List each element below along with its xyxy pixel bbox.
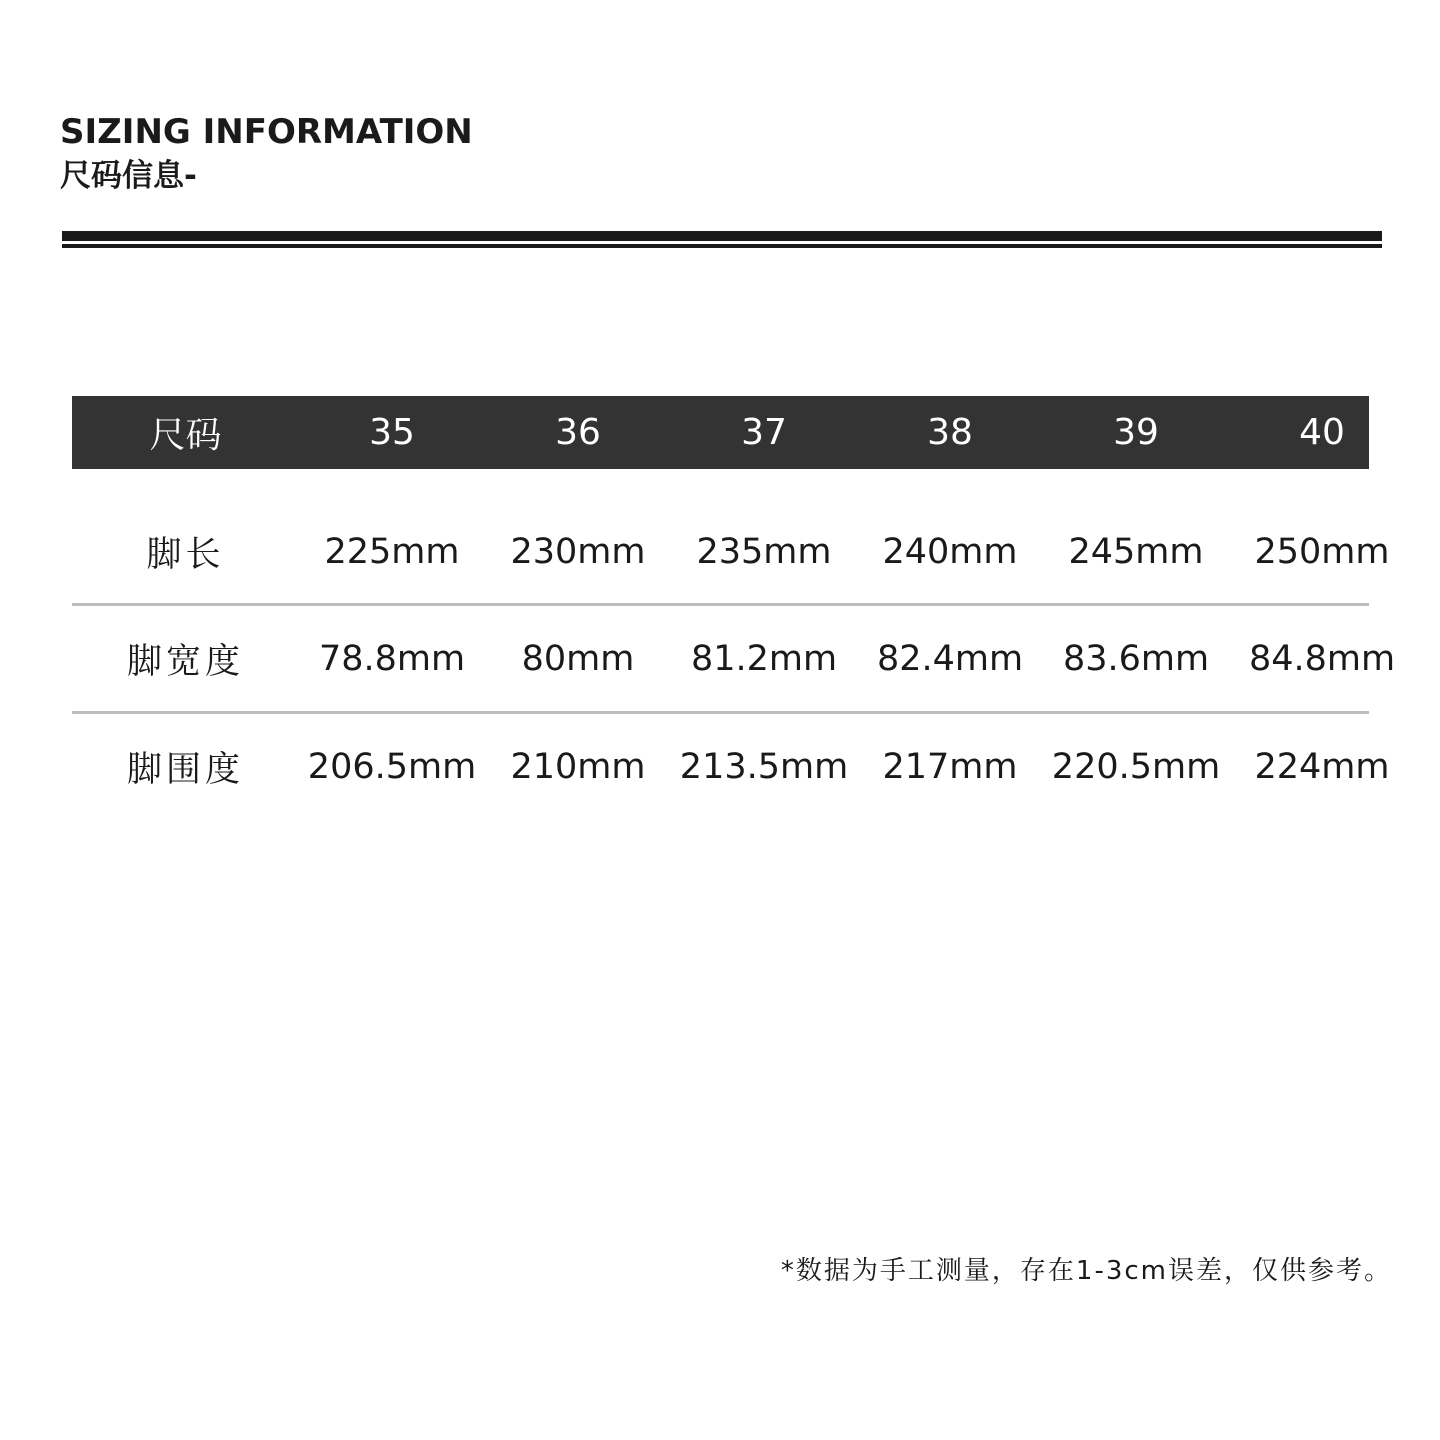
table-cell: 225mm [324, 532, 460, 572]
table-cell: 245mm [1068, 532, 1204, 572]
table-cell: 210mm [510, 746, 646, 787]
table-cell: 206.5mm [307, 746, 477, 787]
row-label: 脚长 [146, 535, 225, 575]
table-cell: 235mm [696, 532, 832, 572]
row-label: 脚宽度 [126, 641, 244, 682]
table-cell: 240mm [882, 532, 1018, 572]
divider-thick [62, 231, 1382, 241]
table-row-foot-girth [72, 714, 1390, 819]
header-cell-size-label: 尺码 [149, 415, 222, 456]
divider-thin [62, 244, 1382, 248]
header-cell-size: 36 [555, 412, 601, 453]
table-header-row [72, 396, 1369, 469]
measurement-footnote: *数据为手工测量，存在1-3cm误差，仅供参考。 [780, 1256, 1392, 1286]
table-cell: 80mm [521, 638, 635, 679]
table-cell: 82.4mm [876, 638, 1024, 679]
table-cell: 220.5mm [1051, 746, 1221, 787]
page-title-en: SIZING INFORMATION [60, 112, 473, 152]
table-cell: 78.8mm [318, 638, 466, 679]
header-cell-size: 39 [1113, 412, 1159, 453]
table-row-foot-length [72, 501, 1390, 606]
table-cell: 84.8mm [1248, 638, 1396, 679]
table-cell: 213.5mm [679, 746, 849, 787]
header-cell-size: 40 [1299, 412, 1345, 453]
size-table [72, 396, 1396, 819]
header-cell-size: 35 [369, 412, 415, 453]
table-cell: 83.6mm [1062, 638, 1210, 679]
table-cell: 217mm [882, 746, 1018, 787]
page-title-cn: 尺码信息- [60, 158, 197, 194]
table-cell: 81.2mm [690, 638, 838, 679]
table-cell: 250mm [1254, 532, 1390, 572]
header-cell-size: 37 [741, 412, 787, 453]
table-cell: 230mm [510, 532, 646, 572]
row-label: 脚围度 [126, 749, 244, 790]
header-cell-size: 38 [927, 412, 973, 453]
table-cell: 224mm [1254, 746, 1390, 787]
table-row-foot-width [72, 606, 1396, 714]
